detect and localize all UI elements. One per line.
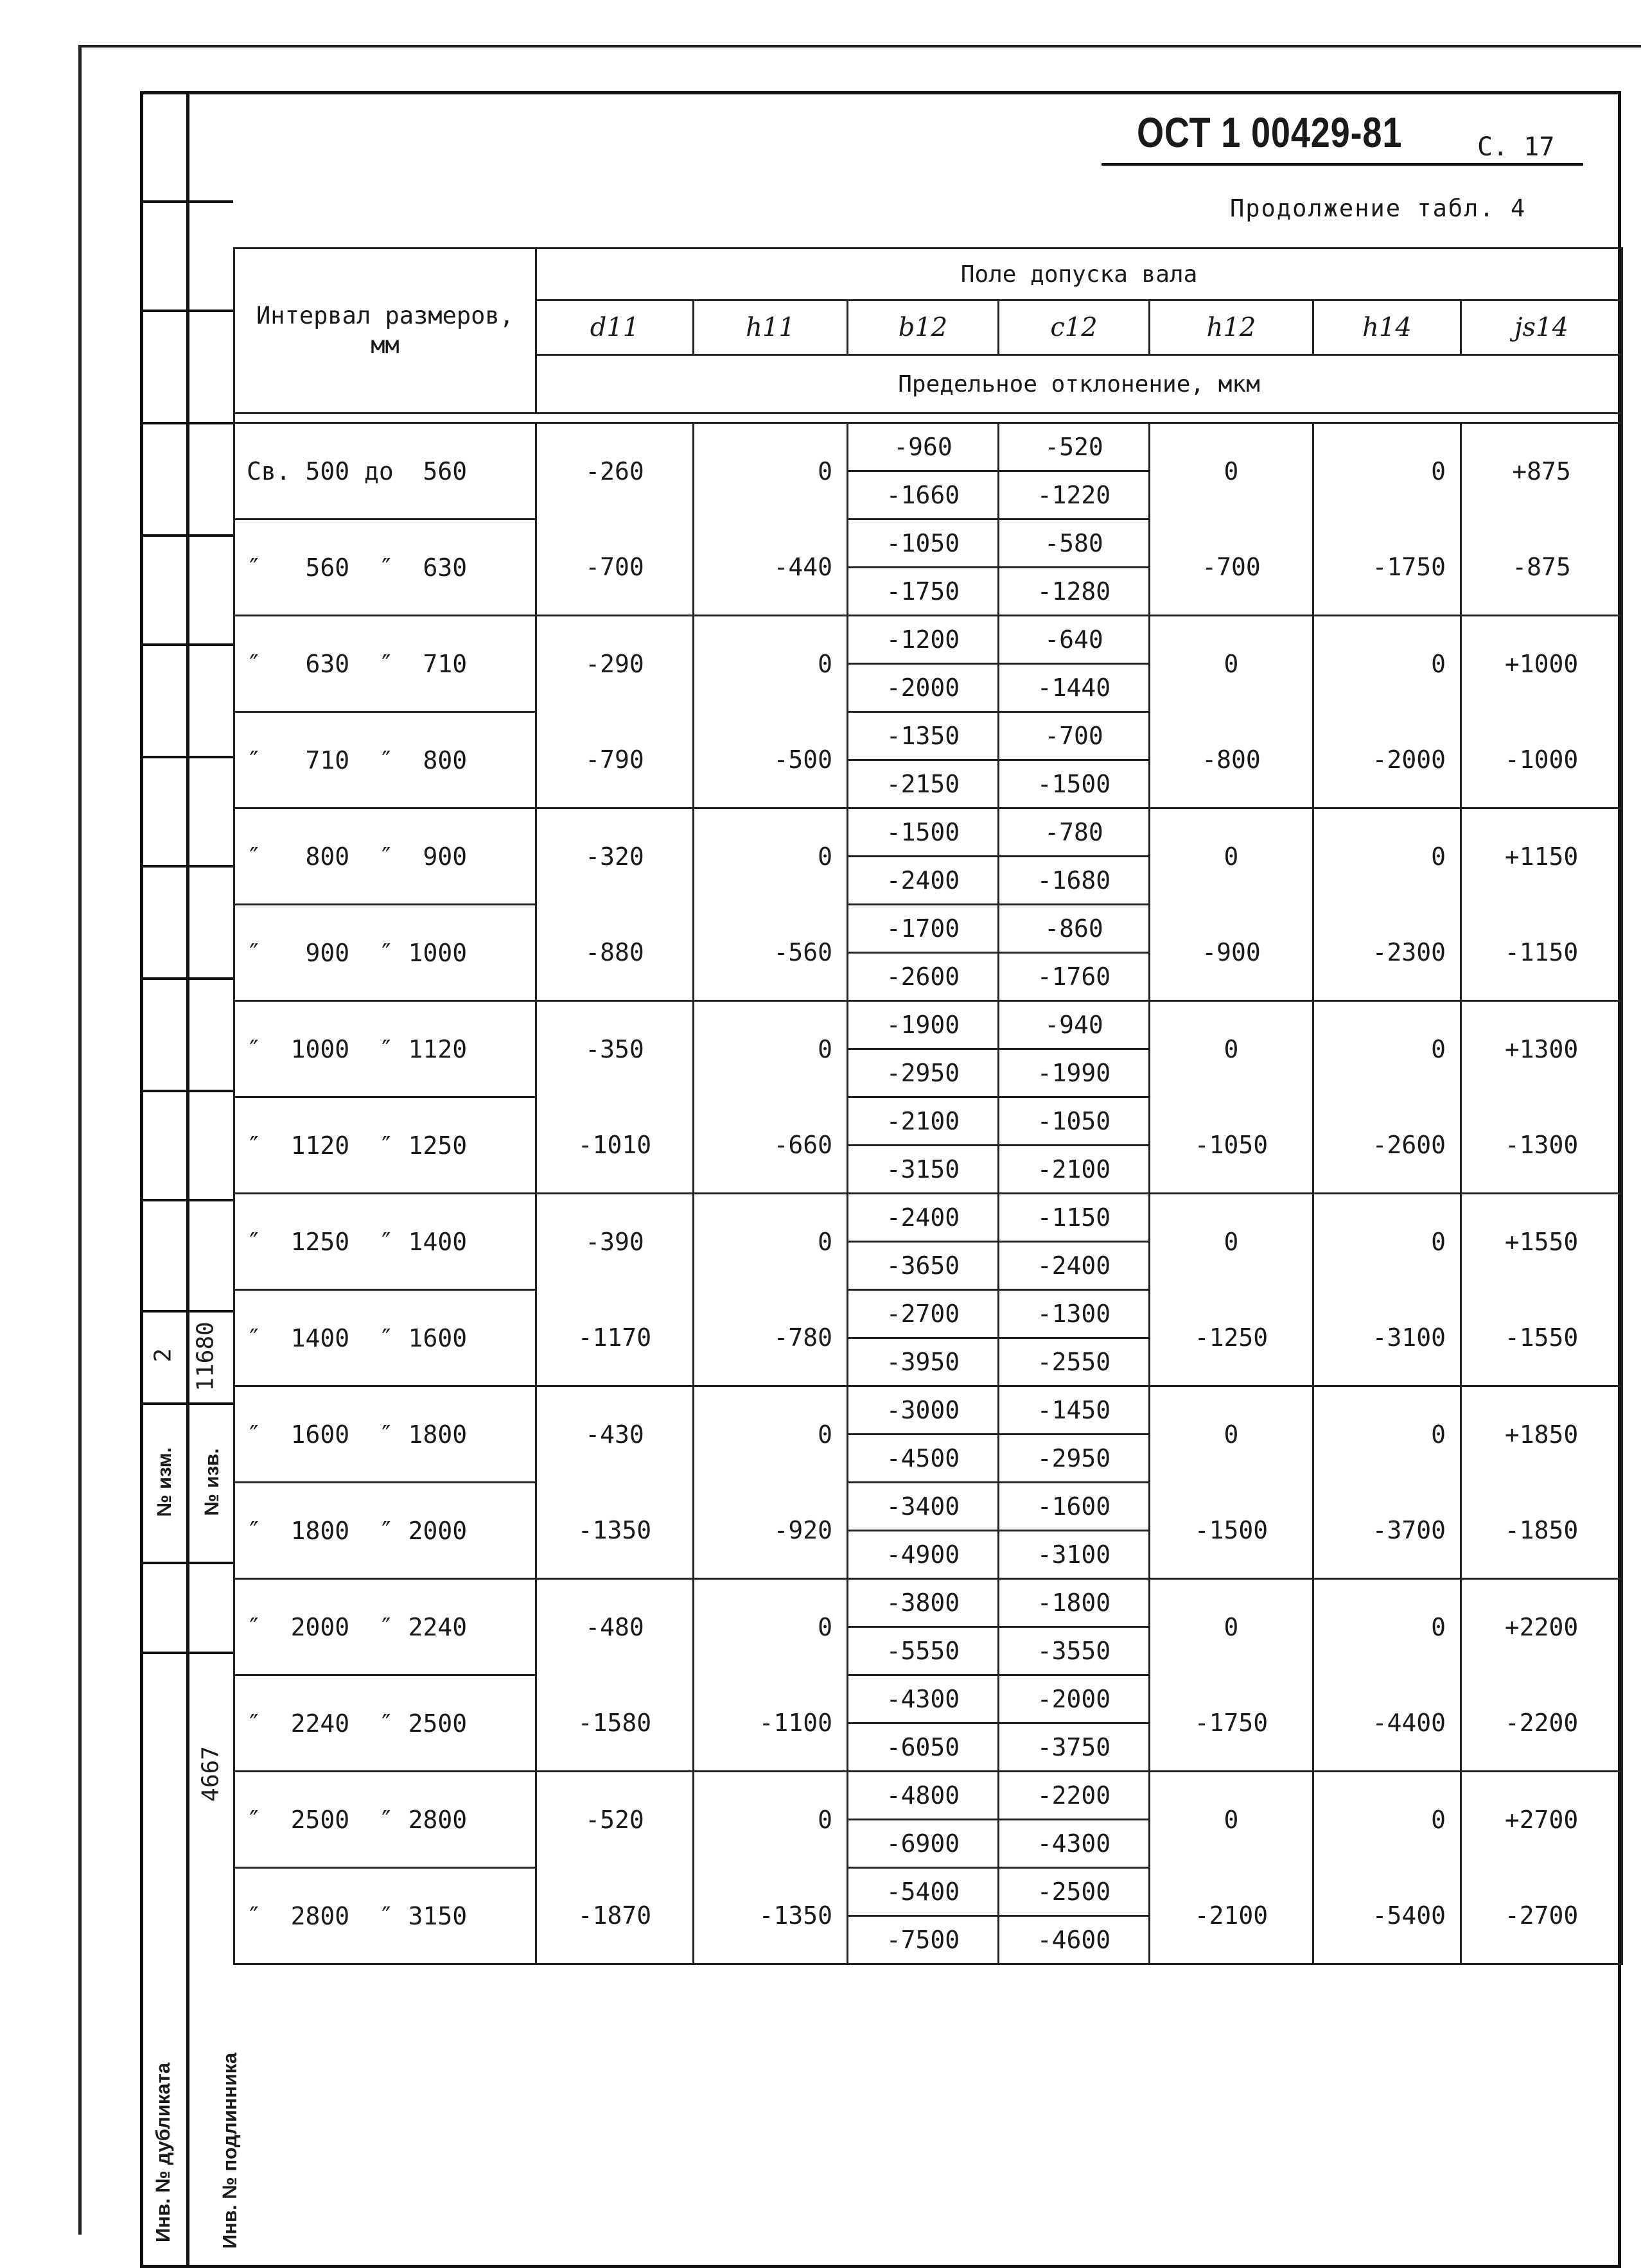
- c12-lower-deviation: -3750: [1037, 1733, 1111, 1761]
- b12-cell: [848, 616, 999, 712]
- b12-value-pair: [848, 1291, 997, 1385]
- table-row: [234, 712, 1622, 808]
- h11-cell: -920: [694, 1483, 848, 1579]
- b12-cell: [848, 712, 999, 808]
- b12-lower-deviation: -2950: [886, 1059, 960, 1087]
- strip-rule: [140, 200, 233, 203]
- h14-cell: 0: [1313, 1386, 1461, 1483]
- h14-cell: 0: [1313, 616, 1461, 712]
- h12-cell: 0: [1150, 1194, 1313, 1290]
- b12-lower-deviation: -2400: [886, 866, 960, 894]
- c12-cell: [999, 712, 1150, 808]
- b12-value-pair: [848, 905, 997, 1000]
- h11-cell: -1100: [694, 1675, 848, 1772]
- c12-cell: [999, 616, 1150, 712]
- column-header-h11: h11: [694, 301, 848, 355]
- b12-value-pair: [848, 809, 997, 903]
- tolerance-table: [233, 247, 1623, 1965]
- c12-value-pair: [999, 1676, 1148, 1770]
- h12-cell: 0: [1150, 616, 1313, 712]
- strip-divider: [186, 91, 189, 2268]
- c12-cell: [999, 1001, 1150, 1097]
- strip-rule: [140, 1402, 233, 1405]
- d11-cell: -790: [536, 712, 694, 808]
- b12-upper-deviation: -1500: [848, 809, 997, 857]
- page-number: С. 17: [1477, 132, 1555, 162]
- c12-cell: [999, 519, 1150, 616]
- c12-upper-deviation: -1050: [999, 1098, 1148, 1146]
- c12-lower-deviation: -1680: [1037, 866, 1111, 894]
- b12-cell: [848, 1097, 999, 1194]
- js14-cell: +2700: [1461, 1772, 1622, 1868]
- d11-cell: -1170: [536, 1290, 694, 1386]
- js14-cell: +1550: [1461, 1194, 1622, 1290]
- strip-rule: [140, 643, 233, 646]
- table-row: [234, 1675, 1622, 1772]
- inv-duplicate-label: Инв. № дубликата: [152, 2062, 174, 2243]
- range-cell: ″ 560 ″ 630: [234, 519, 536, 616]
- column-header-h12: h12: [1150, 301, 1313, 355]
- b12-upper-deviation: -3800: [848, 1580, 997, 1628]
- c12-cell: [999, 905, 1150, 1001]
- h12-cell: 0: [1150, 808, 1313, 905]
- h14-cell: 0: [1313, 1194, 1461, 1290]
- c12-cell: [999, 1483, 1150, 1579]
- strip-rule: [140, 1310, 233, 1313]
- b12-cell: [848, 1290, 999, 1386]
- inv-original-label: Инв. № подлинника: [218, 2052, 241, 2249]
- h11-cell: 0: [694, 616, 848, 712]
- h11-cell: -660: [694, 1097, 848, 1194]
- b12-lower-deviation: -4500: [886, 1444, 960, 1472]
- b12-lower-deviation: -1660: [886, 481, 960, 509]
- h12-cell: -1050: [1150, 1097, 1313, 1194]
- h14-cell: 0: [1313, 1579, 1461, 1675]
- b12-upper-deviation: -5400: [848, 1869, 997, 1917]
- b12-upper-deviation: -2700: [848, 1291, 997, 1339]
- c12-upper-deviation: -1450: [999, 1387, 1148, 1435]
- js14-cell: -2700: [1461, 1868, 1622, 1964]
- column-header-d11: d11: [536, 301, 694, 355]
- notice-no-value: 11680: [192, 1322, 219, 1391]
- h14-cell: -5400: [1313, 1868, 1461, 1964]
- b12-value-pair: [848, 1869, 997, 1963]
- c12-upper-deviation: -580: [999, 520, 1148, 568]
- h11-cell: -780: [694, 1290, 848, 1386]
- c12-upper-deviation: -2500: [999, 1869, 1148, 1917]
- d11-cell: -320: [536, 808, 694, 905]
- b12-value-pair: [848, 1387, 997, 1481]
- range-cell: ″ 2500 ″ 2800: [234, 1772, 536, 1868]
- d11-cell: -700: [536, 519, 694, 616]
- b12-value-pair: [848, 1098, 997, 1192]
- js14-cell: +1300: [1461, 1001, 1622, 1097]
- h14-cell: -1750: [1313, 519, 1461, 616]
- column-header-js14: js14: [1461, 301, 1622, 355]
- b12-cell: [848, 1194, 999, 1290]
- d11-cell: -1870: [536, 1868, 694, 1964]
- b12-lower-deviation: -5550: [886, 1637, 960, 1665]
- b12-cell: [848, 808, 999, 905]
- range-cell: ″ 800 ″ 900: [234, 808, 536, 905]
- c12-cell: [999, 1194, 1150, 1290]
- js14-cell: -1300: [1461, 1097, 1622, 1194]
- b12-lower-deviation: -2600: [886, 963, 960, 991]
- strip-rule: [140, 865, 233, 868]
- range-cell: ″ 1600 ″ 1800: [234, 1386, 536, 1483]
- strip-rule: [140, 1199, 233, 1201]
- b12-lower-deviation: -3950: [886, 1348, 960, 1376]
- h12-cell: 0: [1150, 1386, 1313, 1483]
- page-left-rule: [78, 45, 82, 2235]
- c12-lower-deviation: -1990: [1037, 1059, 1111, 1087]
- table-row: [234, 808, 1622, 905]
- b12-value-pair: [848, 616, 997, 711]
- b12-upper-deviation: -1350: [848, 713, 997, 761]
- strip-rule: [140, 1562, 233, 1564]
- b12-value-pair: [848, 713, 997, 807]
- h14-cell: 0: [1313, 423, 1461, 519]
- b12-upper-deviation: -1900: [848, 1002, 997, 1050]
- c12-lower-deviation: -1440: [1037, 674, 1111, 702]
- h12-cell: -1750: [1150, 1675, 1313, 1772]
- h14-cell: -4400: [1313, 1675, 1461, 1772]
- range-cell: ″ 1120 ″ 1250: [234, 1097, 536, 1194]
- c12-lower-deviation: -2950: [1037, 1444, 1111, 1472]
- strip-rule: [140, 310, 233, 312]
- c12-cell: [999, 1386, 1150, 1483]
- c12-upper-deviation: -860: [999, 905, 1148, 954]
- b12-cell: [848, 1483, 999, 1579]
- js14-cell: -1150: [1461, 905, 1622, 1001]
- change-no-value: 2: [150, 1348, 177, 1363]
- c12-lower-deviation: -1500: [1037, 770, 1111, 798]
- js14-cell: -1000: [1461, 712, 1622, 808]
- d11-cell: -260: [536, 423, 694, 519]
- table-row: [234, 519, 1622, 616]
- c12-lower-deviation: -4600: [1037, 1926, 1111, 1954]
- table-row: [234, 423, 1622, 519]
- range-cell: ″ 1800 ″ 2000: [234, 1483, 536, 1579]
- c12-value-pair: [999, 616, 1148, 711]
- range-cell: ″ 710 ″ 800: [234, 712, 536, 808]
- h12-cell: -1250: [1150, 1290, 1313, 1386]
- interval-header: Интервал размеров, мм: [234, 249, 536, 414]
- d11-cell: -480: [536, 1579, 694, 1675]
- h12-cell: 0: [1150, 423, 1313, 519]
- range-cell: ″ 1250 ″ 1400: [234, 1194, 536, 1290]
- b12-upper-deviation: -1700: [848, 905, 997, 954]
- c12-lower-deviation: -2400: [1037, 1252, 1111, 1280]
- table-row: [234, 1290, 1622, 1386]
- b12-value-pair: [848, 1483, 997, 1578]
- c12-value-pair: [999, 520, 1148, 615]
- h14-cell: 0: [1313, 1772, 1461, 1868]
- js14-cell: -1550: [1461, 1290, 1622, 1386]
- c12-lower-deviation: -1760: [1037, 963, 1111, 991]
- c12-lower-deviation: -3100: [1037, 1540, 1111, 1569]
- h14-cell: 0: [1313, 808, 1461, 905]
- b12-value-pair: [848, 1772, 997, 1867]
- b12-upper-deviation: -4800: [848, 1772, 997, 1820]
- notice-no-label: № изв.: [200, 1448, 223, 1516]
- deviation-header: Предельное отклонение, мкм: [536, 355, 1622, 414]
- b12-cell: [848, 905, 999, 1001]
- b12-cell: [848, 519, 999, 616]
- c12-upper-deviation: -640: [999, 616, 1148, 665]
- b12-upper-deviation: -1050: [848, 520, 997, 568]
- h12-cell: -1500: [1150, 1483, 1313, 1579]
- h11-cell: -1350: [694, 1868, 848, 1964]
- table-row: [234, 905, 1622, 1001]
- table-row: [234, 1386, 1622, 1483]
- strip-rule: [140, 1090, 233, 1092]
- h11-cell: 0: [694, 1579, 848, 1675]
- h12-cell: 0: [1150, 1001, 1313, 1097]
- c12-upper-deviation: -2000: [999, 1676, 1148, 1724]
- b12-cell: [848, 1579, 999, 1675]
- range-cell: Св. 500 до 560: [234, 423, 536, 519]
- c12-value-pair: [999, 1291, 1148, 1385]
- b12-upper-deviation: -2400: [848, 1194, 997, 1243]
- range-cell: ″ 630 ″ 710: [234, 616, 536, 712]
- inv-original-value: 4667: [197, 1746, 224, 1802]
- b12-value-pair: [848, 1676, 997, 1770]
- js14-cell: +2200: [1461, 1579, 1622, 1675]
- js14-cell: +1850: [1461, 1386, 1622, 1483]
- b12-lower-deviation: -3650: [886, 1252, 960, 1280]
- b12-cell: [848, 1675, 999, 1772]
- b12-lower-deviation: -2000: [886, 674, 960, 702]
- change-no-label: № изм.: [153, 1447, 175, 1517]
- side-strip: [140, 91, 241, 2268]
- c12-cell: [999, 1097, 1150, 1194]
- js14-cell: +875: [1461, 423, 1622, 519]
- table-row: [234, 1579, 1622, 1675]
- strip-rule: [140, 1652, 233, 1654]
- tolerance-table-body: [234, 423, 1622, 1964]
- b12-value-pair: [848, 1002, 997, 1096]
- c12-value-pair: [999, 905, 1148, 1000]
- range-cell: ″ 900 ″ 1000: [234, 905, 536, 1001]
- js14-cell: -2200: [1461, 1675, 1622, 1772]
- table-row: [234, 616, 1622, 712]
- b12-value-pair: [848, 1580, 997, 1674]
- strip-rule: [140, 422, 233, 424]
- c12-upper-deviation: -520: [999, 424, 1148, 472]
- range-cell: ″ 2000 ″ 2240: [234, 1579, 536, 1675]
- b12-value-pair: [848, 424, 997, 518]
- c12-upper-deviation: -2200: [999, 1772, 1148, 1820]
- js14-cell: +1000: [1461, 616, 1622, 712]
- tolerance-field-header: Поле допуска вала: [536, 249, 1622, 301]
- b12-lower-deviation: -2150: [886, 770, 960, 798]
- document-code: ОСТ 1 00429-81: [1137, 109, 1403, 156]
- h14-cell: -3100: [1313, 1290, 1461, 1386]
- c12-cell: [999, 1675, 1150, 1772]
- h11-cell: 0: [694, 808, 848, 905]
- column-header-b12: b12: [848, 301, 999, 355]
- h11-cell: 0: [694, 423, 848, 519]
- page-top-rule: [80, 45, 1641, 48]
- h12-cell: -700: [1150, 519, 1313, 616]
- b12-upper-deviation: -3400: [848, 1483, 997, 1531]
- b12-cell: [848, 1868, 999, 1964]
- h11-cell: 0: [694, 1772, 848, 1868]
- c12-value-pair: [999, 713, 1148, 807]
- strip-rule: [140, 977, 233, 980]
- table-row: [234, 1194, 1622, 1290]
- range-cell: ″ 2240 ″ 2500: [234, 1675, 536, 1772]
- c12-value-pair: [999, 1483, 1148, 1578]
- h12-cell: -800: [1150, 712, 1313, 808]
- table-continuation-caption: Продолжение табл. 4: [1230, 195, 1527, 222]
- c12-value-pair: [999, 424, 1148, 518]
- d11-cell: -520: [536, 1772, 694, 1868]
- c12-value-pair: [999, 1772, 1148, 1867]
- h11-cell: 0: [694, 1194, 848, 1290]
- d11-cell: -880: [536, 905, 694, 1001]
- table-row: [234, 1772, 1622, 1868]
- c12-cell: [999, 808, 1150, 905]
- c12-upper-deviation: -1600: [999, 1483, 1148, 1531]
- d11-cell: -390: [536, 1194, 694, 1290]
- c12-upper-deviation: -1300: [999, 1291, 1148, 1339]
- h14-cell: -2600: [1313, 1097, 1461, 1194]
- c12-upper-deviation: -1800: [999, 1580, 1148, 1628]
- c12-cell: [999, 1868, 1150, 1964]
- h12-cell: 0: [1150, 1579, 1313, 1675]
- b12-lower-deviation: -1750: [886, 577, 960, 606]
- c12-upper-deviation: -940: [999, 1002, 1148, 1050]
- h12-cell: -900: [1150, 905, 1313, 1001]
- b12-cell: [848, 1386, 999, 1483]
- b12-lower-deviation: -6050: [886, 1733, 960, 1761]
- c12-cell: [999, 1772, 1150, 1868]
- h14-cell: -2300: [1313, 905, 1461, 1001]
- c12-lower-deviation: -1280: [1037, 577, 1111, 606]
- b12-lower-deviation: -7500: [886, 1926, 960, 1954]
- b12-upper-deviation: -4300: [848, 1676, 997, 1724]
- c12-lower-deviation: -2550: [1037, 1348, 1111, 1376]
- b12-upper-deviation: -2100: [848, 1098, 997, 1146]
- h11-cell: -560: [694, 905, 848, 1001]
- js14-cell: +1150: [1461, 808, 1622, 905]
- b12-value-pair: [848, 1194, 997, 1289]
- table-row: [234, 1001, 1622, 1097]
- b12-cell: [848, 1772, 999, 1868]
- b12-upper-deviation: -1200: [848, 616, 997, 665]
- h14-cell: -2000: [1313, 712, 1461, 808]
- strip-rule: [140, 534, 233, 537]
- d11-cell: -1580: [536, 1675, 694, 1772]
- h12-cell: 0: [1150, 1772, 1313, 1868]
- js14-cell: -1850: [1461, 1483, 1622, 1579]
- h11-cell: -500: [694, 712, 848, 808]
- document-code-underline: [1101, 163, 1583, 166]
- c12-value-pair: [999, 1098, 1148, 1192]
- b12-cell: [848, 423, 999, 519]
- h14-cell: -3700: [1313, 1483, 1461, 1579]
- d11-cell: -290: [536, 616, 694, 712]
- d11-cell: -430: [536, 1386, 694, 1483]
- h12-cell: -2100: [1150, 1868, 1313, 1964]
- b12-cell: [848, 1001, 999, 1097]
- c12-value-pair: [999, 1869, 1148, 1963]
- d11-cell: -1350: [536, 1483, 694, 1579]
- c12-lower-deviation: -2100: [1037, 1155, 1111, 1183]
- b12-upper-deviation: -3000: [848, 1387, 997, 1435]
- c12-value-pair: [999, 1580, 1148, 1674]
- d11-cell: -1010: [536, 1097, 694, 1194]
- c12-value-pair: [999, 1002, 1148, 1096]
- c12-lower-deviation: -4300: [1037, 1829, 1111, 1858]
- table-row: [234, 1097, 1622, 1194]
- h11-cell: -440: [694, 519, 848, 616]
- c12-upper-deviation: -700: [999, 713, 1148, 761]
- js14-cell: -875: [1461, 519, 1622, 616]
- table-row: [234, 1483, 1622, 1579]
- header-gap: [234, 414, 1622, 423]
- strip-rule: [140, 756, 233, 758]
- c12-value-pair: [999, 1387, 1148, 1481]
- d11-cell: -350: [536, 1001, 694, 1097]
- h11-cell: 0: [694, 1001, 848, 1097]
- b12-upper-deviation: -960: [848, 424, 997, 472]
- b12-lower-deviation: -4900: [886, 1540, 960, 1569]
- c12-lower-deviation: -3550: [1037, 1637, 1111, 1665]
- c12-cell: [999, 1579, 1150, 1675]
- b12-lower-deviation: -3150: [886, 1155, 960, 1183]
- column-header-c12: c12: [999, 301, 1150, 355]
- b12-lower-deviation: -6900: [886, 1829, 960, 1858]
- c12-cell: [999, 1290, 1150, 1386]
- column-header-h14: h14: [1313, 301, 1461, 355]
- c12-value-pair: [999, 809, 1148, 903]
- range-cell: ″ 1000 ″ 1120: [234, 1001, 536, 1097]
- h11-cell: 0: [694, 1386, 848, 1483]
- c12-value-pair: [999, 1194, 1148, 1289]
- c12-cell: [999, 423, 1150, 519]
- c12-upper-deviation: -1150: [999, 1194, 1148, 1243]
- b12-value-pair: [848, 520, 997, 615]
- range-cell: ″ 1400 ″ 1600: [234, 1290, 536, 1386]
- range-cell: ″ 2800 ″ 3150: [234, 1868, 536, 1964]
- c12-lower-deviation: -1220: [1037, 481, 1111, 509]
- h14-cell: 0: [1313, 1001, 1461, 1097]
- c12-upper-deviation: -780: [999, 809, 1148, 857]
- table-row: [234, 1868, 1622, 1964]
